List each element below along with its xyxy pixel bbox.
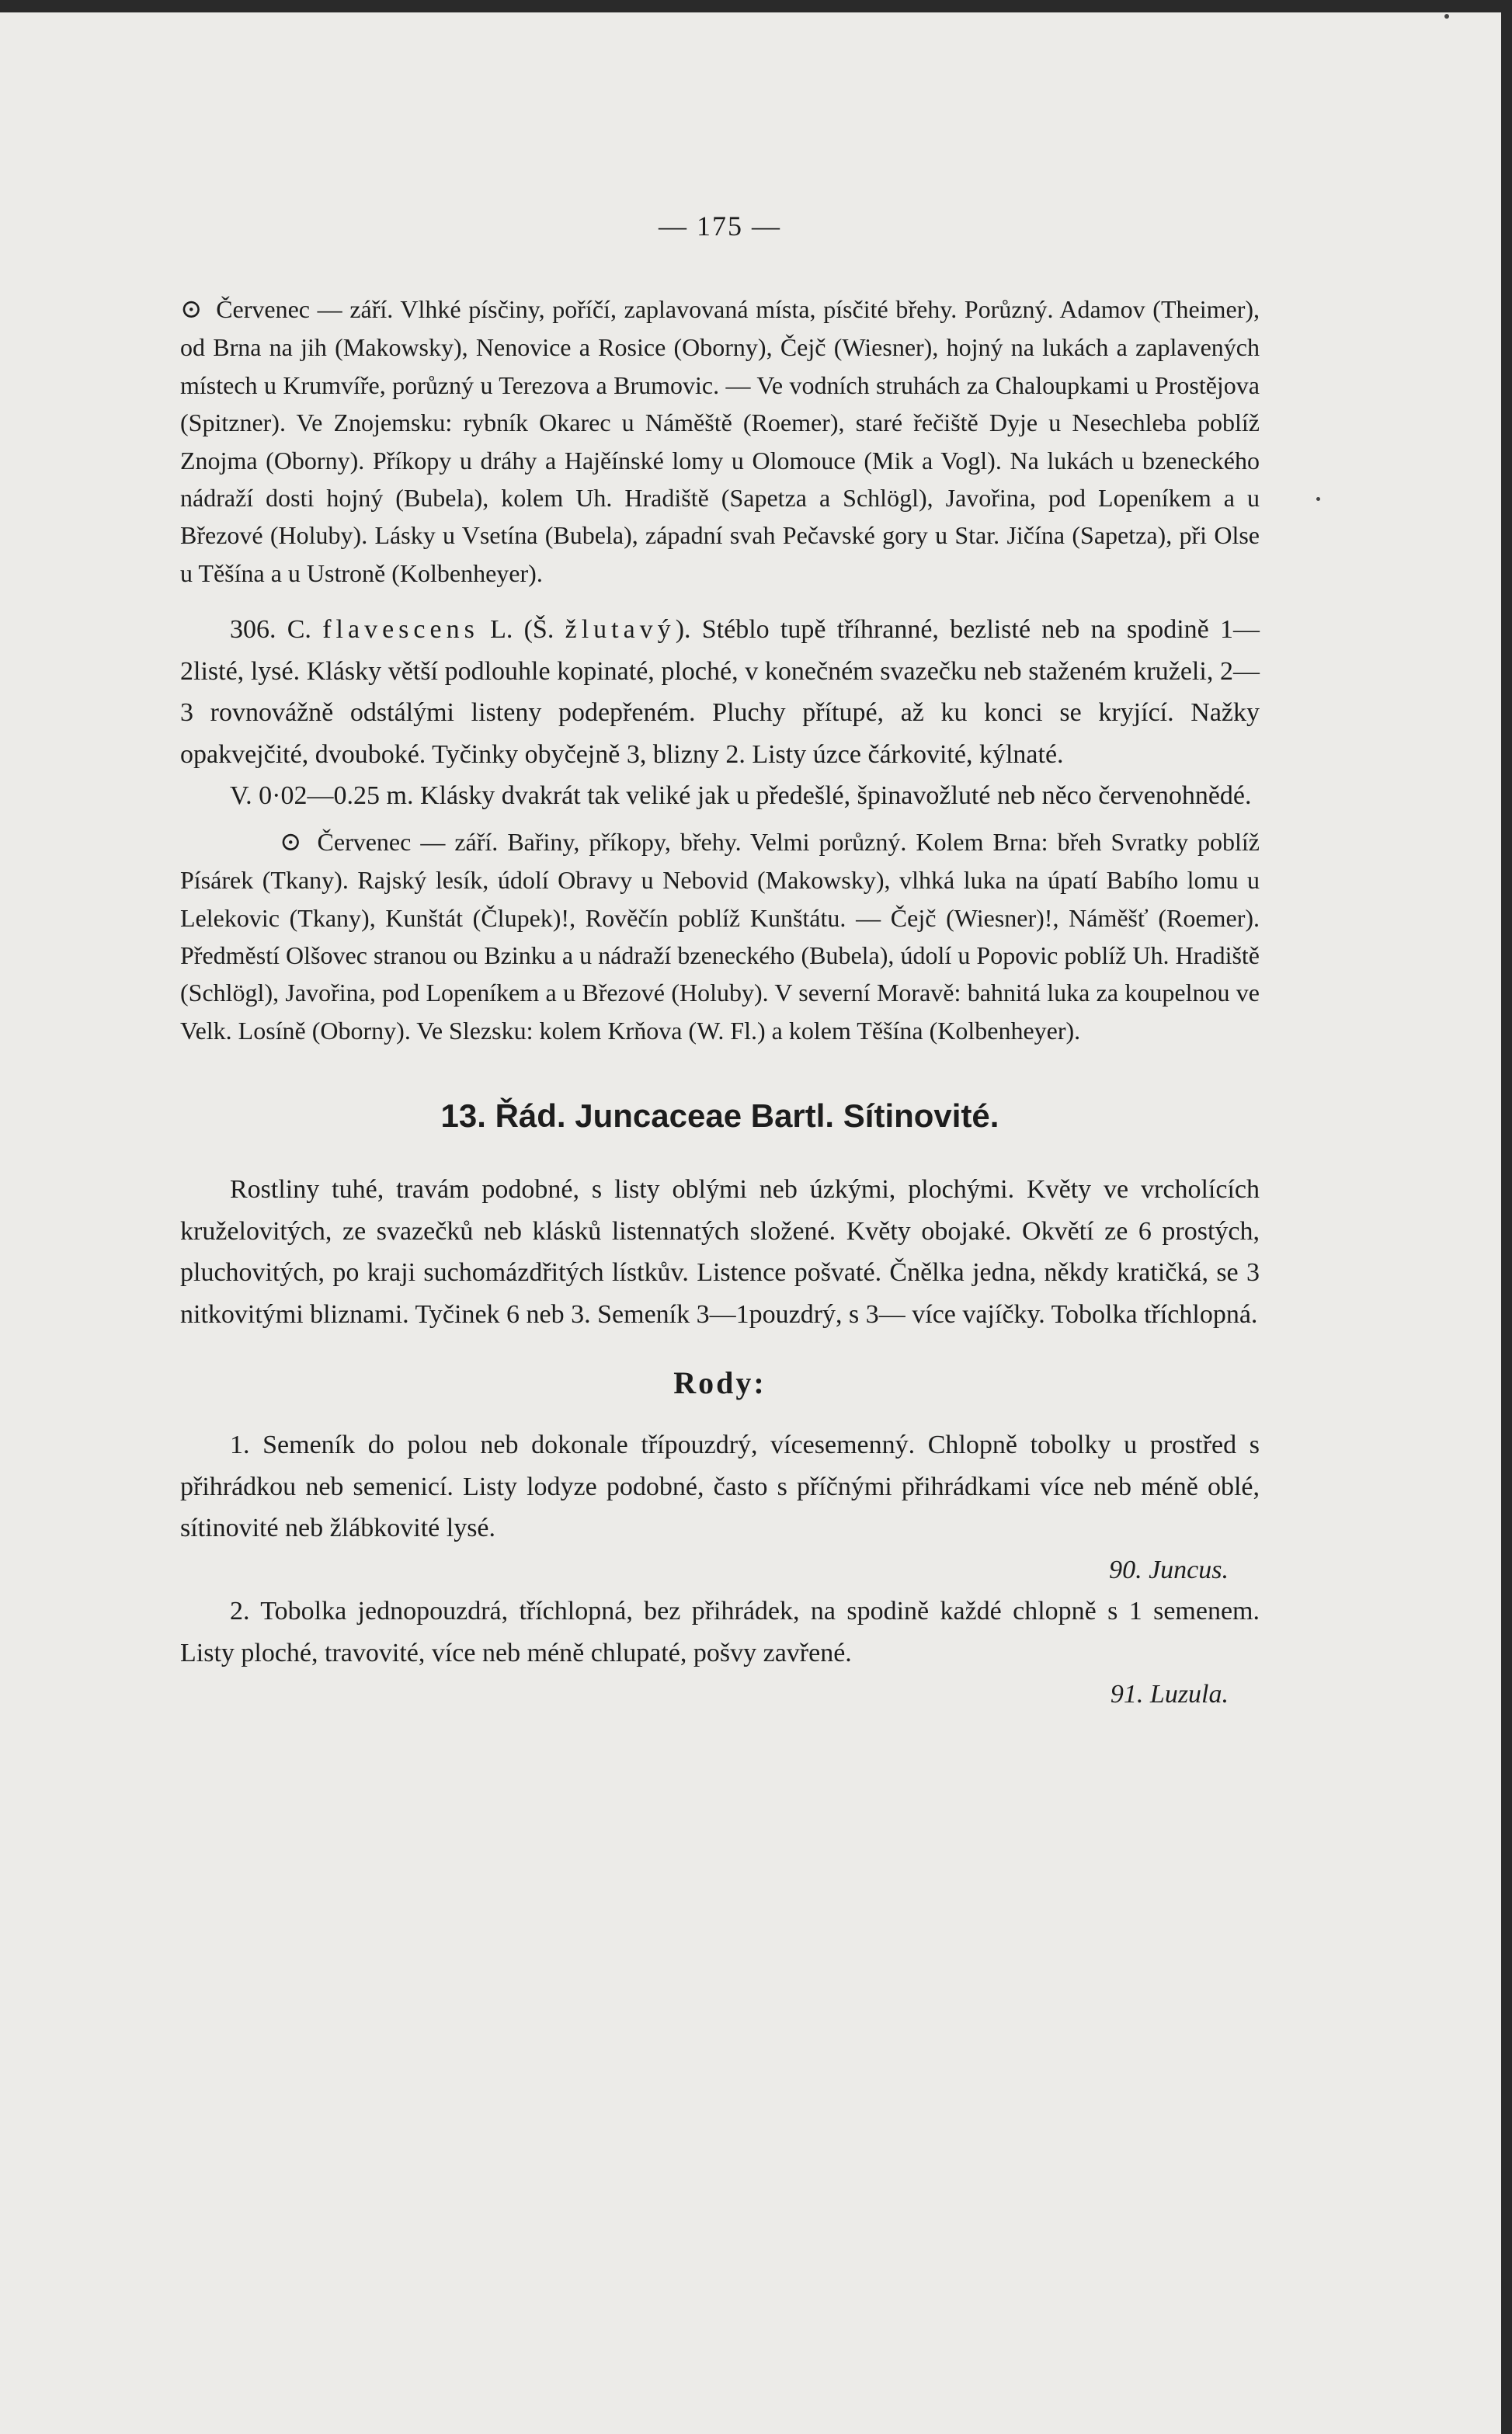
- order-description: Rostliny tuhé, travám podobné, s listy oblými neb úzkými, plochými. Květy ve vrcholících kruželovitých, ze svazečků neb klásků listennatých složené. Květy obojaké. Okvětí ze 6 prostých, pluchovitých, po kraji suchomázdřitých lístkův. Listence pošvaté. Čnělka jedna, někdy kratičká, se 3 nitkovitými bliznami. Tyčinek 6 neb 3. Semeník 3—1pouzdrý, s 3— více vajíčky. Tobolka tříchlopná.: [180, 1175, 1260, 1329]
- key-item-2-genus: 91. Luzula.: [1110, 1680, 1229, 1709]
- habitat-text-2: Červenec — září. Bařiny, příkopy, břehy. Velmi porůzný. Kolem Brna: břeh Svratky poblíž Písárek (Tkany). Rajský lesík, údolí Obravy u Nebovid (Makowsky), vlhká luka na úpatí Babího lomu u Lelekovic (Tkany), Kunštát (Člupek)!, Rověčín poblíž Kunštátu. — Čejč (Wiesner)!, Náměšť (Roemer). Předměstí Olšovec stranou ou Bzinku a u nádraží bzeneckého (Bubela), údolí u Popovic poblíž Uh. Hradiště (Schlögl), Javořina, pod Lopeníkem a u Březové (Holuby). V severní Moravě: bahnitá luka za koupelnou ve Velk. Losíně (Oborny). Ve Slezsku: kolem Krňova (W. Fl.) a kolem Těšína (Kolbenheyer).: [180, 827, 1260, 1045]
- key-item-1-genus: 90. Juncus.: [1109, 1555, 1229, 1584]
- species-epithet: flavescens: [322, 615, 479, 645]
- key-item-1-text: 1. Semeník do polou neb dokonale třípouzdrý, vícesemenný. Chlopně tobolky u prostřed s přihrádkou neb semenicí. Listy lodyze podobné, často s příčnými přihrádkami více neb méně oblé, sítinovité neb žlábkovité lysé.: [180, 1431, 1260, 1543]
- annual-symbol-icon: ⊙: [180, 295, 203, 324]
- scan-speck: [1444, 14, 1449, 19]
- species-description: [180, 609, 1260, 775]
- scan-top-edge: [0, 0, 1512, 12]
- species-description-text: ). Stéblo tupě tříhranné, bezlisté neb na spodině 1—2listé, lysé. Klásky větší podlouhle kopinaté, ploché, v konečném svazečku neb staženém kruželi, 2—3 rovnovážně odstálými listeny podepřeném. Pluchy přítupé, až ku konci se kryjící. Nažky opakvejčité, dvouboké. Tyčinky obyčejně 3, blizny 2. Listy úzce čárkovité, kýlnaté.: [180, 615, 1260, 769]
- habitat-text-1: Červenec — září. Vlhké písčiny, poříčí, zaplavovaná místa, písčité břehy. Porůzný. Adamov (Theimer), od Brna na jih (Makowsky), Nenovice a Rosice (Oborny), Čejč (Wiesner), hojný na lukách a zaplavených místech u Krumvíře, porůzný u Terezova a Brumovic. — Ve vodních struhách za Chaloupkami u Prostějova (Spitzner). Ve Znojemsku: rybník Okarec u Náměště (Roemer), staré řečiště Dyje u Nesechleba poblíž Znojma (Oborny). Příkopy u dráhy a Hajěínské lomy u Olomouce (Mik a Vogl). Na lukách u bzeneckého nádraží dosti hojný (Bubela), kolem Uh. Hradiště (Sapetza a Schlögl), Javořina, pod Lopeníkem a u Březové (Holuby). Lásky u Vsetína (Bubela), západní svah Pečavské gory u Star. Jičína (Sapetza), při Olse u Těšína a u Ustroně (Kolbenheyer).: [180, 295, 1260, 587]
- key-item-2-text: 2. Tobolka jednopouzdrá, tříchlopná, bez přihrádek, na spodině každé chlopně s 1 semenem. Listy ploché, travovité, více neb méně chlupaté, pošvy zavřené.: [180, 1597, 1260, 1667]
- annual-symbol-icon: ⊙: [280, 827, 302, 857]
- scan-speck: [1316, 497, 1320, 501]
- species-number: 306. C.: [230, 615, 311, 645]
- key-item-1: [180, 1424, 1260, 1549]
- key-item-2: [180, 1591, 1260, 1674]
- species-author: L. (Š.: [490, 615, 554, 645]
- scan-right-edge: [1501, 0, 1512, 2434]
- size-paragraph: V. 0·02—0.25 m. Klásky dvakrát tak veliké jak u předešlé, špinavožluté neb něco červenohnědé.: [230, 781, 1252, 811]
- species-czech-name: žlutavý: [565, 615, 676, 645]
- habitat-paragraph-2: [180, 823, 1260, 1049]
- book-page: [180, 210, 1260, 1716]
- genera-heading: Rody:: [673, 1365, 766, 1401]
- order-heading: 13. Řád. Juncaceae Bartl. Sítinovité.: [440, 1097, 999, 1135]
- habitat-paragraph-1: [180, 290, 1260, 592]
- page-number: — 175 —: [659, 210, 781, 242]
